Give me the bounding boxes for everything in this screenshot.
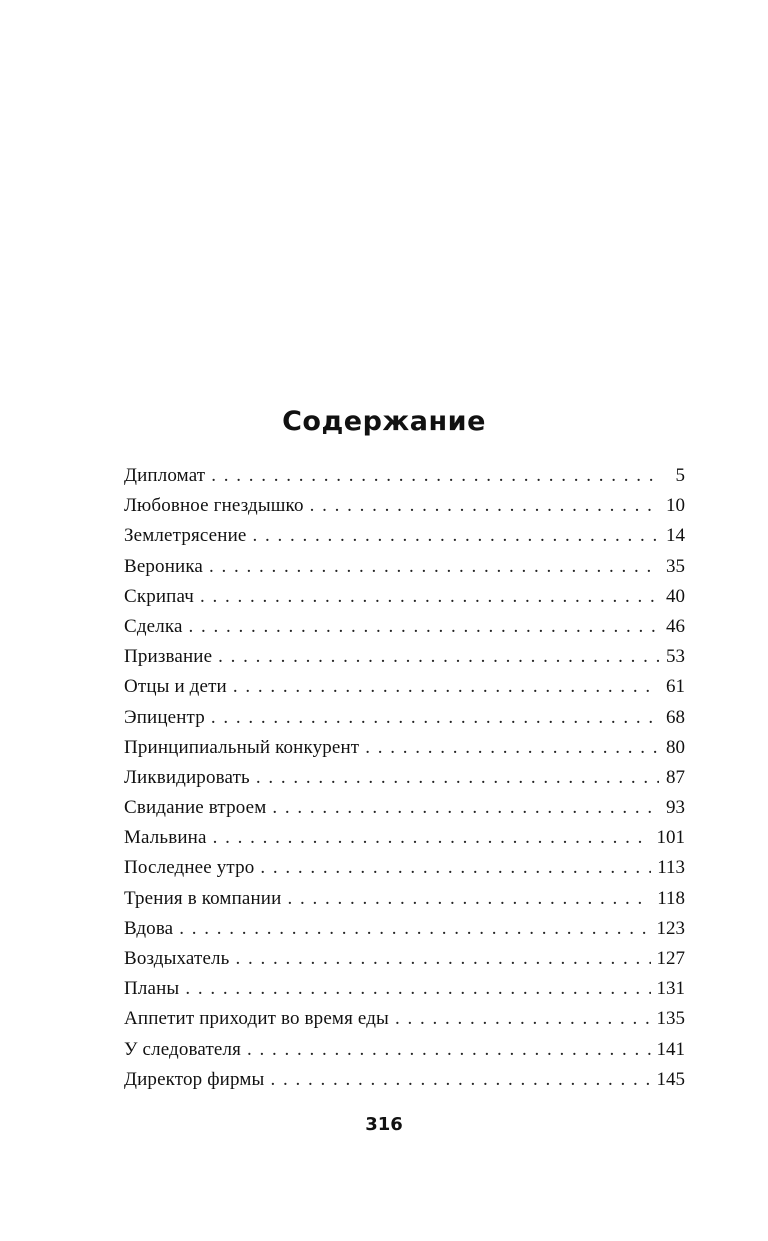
toc-entry-title: Последнее утро [124,857,255,879]
dot-leader [189,612,659,642]
toc-entry [124,853,685,883]
toc-entry-page: 141 [656,1038,685,1060]
toc-entry-title: Дипломат [124,465,206,486]
toc-entry-page: 123 [656,917,685,939]
toc-entry-title: Планы [124,978,180,1000]
toc-entry-title: Сделка [124,615,183,637]
toc-entry [124,552,685,582]
toc-entry-title: Эпицентр [124,706,205,728]
dot-leader [252,521,659,551]
toc-list [124,461,685,1095]
dot-leader [310,491,659,521]
toc-entry-page: 10 [666,495,685,517]
toc-entry [124,612,685,642]
toc-entry-title: Отцы и дети [124,676,227,698]
toc-entry [124,763,685,793]
toc-entry-title: Землетрясение [124,525,247,547]
toc-entry [124,672,685,702]
toc-entry-page: 46 [666,615,685,637]
toc-entry [124,642,685,672]
toc-entry [124,582,685,612]
toc-entry [124,1004,685,1034]
toc-entry-page: 5 [675,465,685,486]
toc-entry-title: Призвание [124,646,213,668]
toc-entry-title: Вероника [124,555,204,577]
toc-entry [124,944,685,974]
toc-entry-title: Вдова [124,917,174,939]
toc-entry-page: 127 [656,948,685,969]
toc-entry [124,491,685,521]
toc-entry-page: 113 [657,857,685,879]
dot-leader [211,703,659,733]
toc-entry-title: Скрипач [124,585,195,607]
dot-leader [395,1004,651,1034]
toc-entry [124,461,685,491]
dot-leader [260,853,651,883]
page-number: 316 [365,1114,403,1135]
toc-entry-title: Трения в компании [124,887,282,909]
toc-entry [124,733,685,763]
dot-leader [270,1065,650,1095]
dot-leader [185,974,650,1004]
toc-entry-title: Аппетит приходит во время еды [124,1008,389,1030]
toc-entry [124,1035,685,1065]
toc-entry-page: 35 [666,555,685,577]
toc-entry-page: 80 [666,736,685,758]
dot-leader [179,914,650,944]
toc-entry-title: Принципиальный конкурент [124,736,360,758]
toc-entry-page: 131 [656,978,685,1000]
toc-entry [124,793,685,823]
dot-leader [209,552,659,582]
dot-leader [233,672,659,702]
dot-leader [272,793,659,823]
toc-entry-title: Свидание втроем [124,797,267,819]
dot-leader [287,884,651,914]
toc-entry-page: 14 [666,525,685,547]
toc-entry-page: 135 [656,1008,685,1030]
toc-entry-page: 118 [657,887,685,909]
dot-leader [218,642,659,672]
dot-leader [236,944,651,974]
toc-entry [124,884,685,914]
dot-leader [256,763,659,793]
toc-entry-page: 101 [656,827,685,849]
toc-entry-page: 53 [666,646,685,668]
toc-entry [124,521,685,551]
toc-entry-page: 87 [666,766,685,788]
toc-entry [124,974,685,1004]
toc-entry [124,703,685,733]
toc-entry-page: 40 [666,585,685,607]
toc-entry-title: Любовное гнездышко [124,495,304,517]
dot-leader [365,733,659,763]
toc-entry [124,823,685,853]
toc-entry [124,914,685,944]
toc-entry-title: У следователя [124,1038,242,1060]
toc-entry-title: Воздыхатель [124,948,230,969]
toc-entry [124,1065,685,1095]
toc-entry-page: 93 [666,797,685,819]
dot-leader [213,823,651,853]
toc-entry-title: Мальвина [124,827,207,849]
dot-leader [200,582,659,612]
dot-leader [247,1035,650,1065]
toc-entry-page: 145 [656,1068,685,1090]
toc-entry-title: Директор фирмы [124,1068,265,1090]
toc-entry-page: 61 [666,676,685,698]
toc-entry-title: Ликвидировать [124,766,250,788]
toc-heading: Содержание [282,406,486,437]
dot-leader [211,461,659,491]
toc-entry-page: 68 [666,706,685,728]
